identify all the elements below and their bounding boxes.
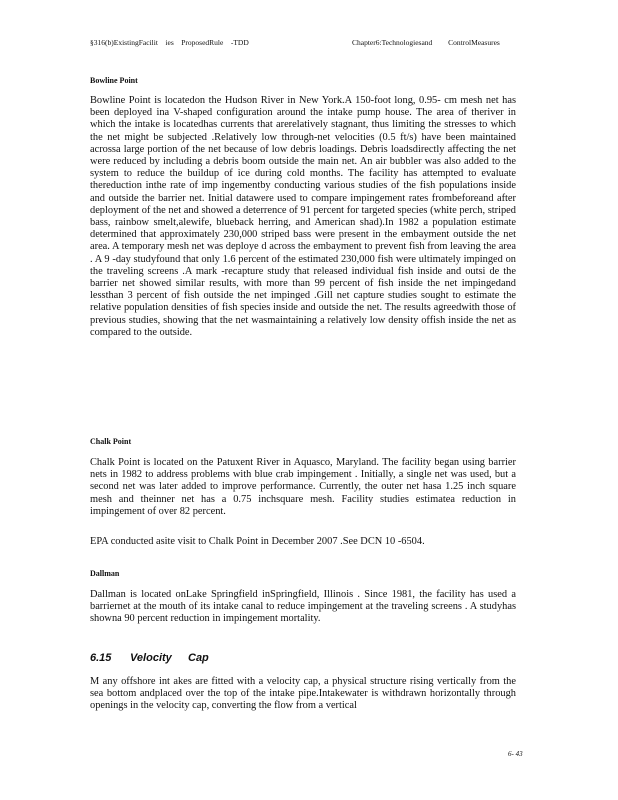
- dallman-heading: Dallman: [90, 569, 120, 578]
- section-number: 6.15: [90, 652, 112, 664]
- bowline-heading: Bowline Point: [90, 76, 138, 85]
- chalk-heading: Chalk Point: [90, 437, 132, 446]
- chalk-paragraph: Chalk Point is located on the Patuxent River in Aquasco, Maryland. The facility began using barrier nets in 1982 to address problems with blue crab impingement . Initially, a single net was used, but a second net was later added to improve performance. Currently, the outer net hasa 1.25 inch square mesh and theinner net has a 0.75 inchsquare mesh. Facility studies estimatea reduction in impingement of over 82 percent.: [90, 457, 516, 517]
- chalk-paragraph-2: EPA conducted asite visit to Chalk Point in December 2007 .See DCN 10 -6504.: [90, 536, 425, 547]
- section-title-a: Velocity: [130, 652, 172, 664]
- running-header-right: Chapter6:Technologiesand ControlMeasures: [352, 38, 500, 47]
- bowline-paragraph: Bowline Point is locatedon the Hudson River in New York.A 150-foot long, 0.95- cm mesh net has been deployed ina V-shaped configuration around the intake pump house. The area of theriver in which the intake is locatedhas currents that arerelatively stagnant, thus limiting the stresses to which the net might be subjected .Relatively low through-net velocities (0.5 ft/s) have been maintained acrossa large portion of the net because of low debris loadings. Debris loadsdirectly affecting the net were reduced by including a debris boom outside the main net. An air bubbler was also added to the system to reduce the buildup of ice during cold months. The facility has attempted to evaluate thereduction inthe rate of imp ingementby conducting various studies of the fish populations inside and outside the barrier net. Initial datawere used to compare impingement rates frombeforeand after deployment of the net and showed a deterrence of 91 percent for targeted species (white perch, striped bass, rainbow smelt,alewife, blueback herring, and American shad).In 1982 a population estimate determined that approximately 230,000 striped bass were present in the embayment outside the net area. A temporary mesh net was deploye d across the embayment to prevent fish from leaving the area . A 9 -day studyfound that only 1.6 percent of the estimated 230,000 fish were ultimately impinged on the traveling screens .A mark -recapture study that released individual fish inside and outsi de the barrier net showed similar results, with more than 99 percent of fish inside the net impingedand lessthan 3 percent of fish outside the net impinged .Gill net capture studies sought to estimate the relative population densities of fish species inside and outside the net. The results agreedwith those of previous studies, showing that the net wasmaintaining a relatively low density offish inside the net as compared to the outside.: [90, 95, 516, 338]
- velocity-cap-paragraph: M any offshore int akes are fitted with a velocity cap, a physical structure rising vertically from the sea bottom andplaced over the top of the intake pipe.Intakewater is withdrawn horizontally through openings in the velocity cap, converting the flow from a vertical: [90, 676, 516, 712]
- running-header-left: §316(b)ExistingFacilit ies ProposedRule -TDD: [90, 38, 249, 47]
- section-heading: [90, 652, 209, 664]
- dallman-paragraph: Dallman is located onLake Springfield inSpringfield, Illinois . Since 1981, the facility has used a barriernet at the mouth of its intake canal to reduce impingement at the traveling screens . A studyhas showna 90 percent reduction in impingement mortality.: [90, 589, 516, 625]
- page-number: 6- 43: [508, 750, 523, 758]
- section-title-b: Cap: [188, 652, 209, 664]
